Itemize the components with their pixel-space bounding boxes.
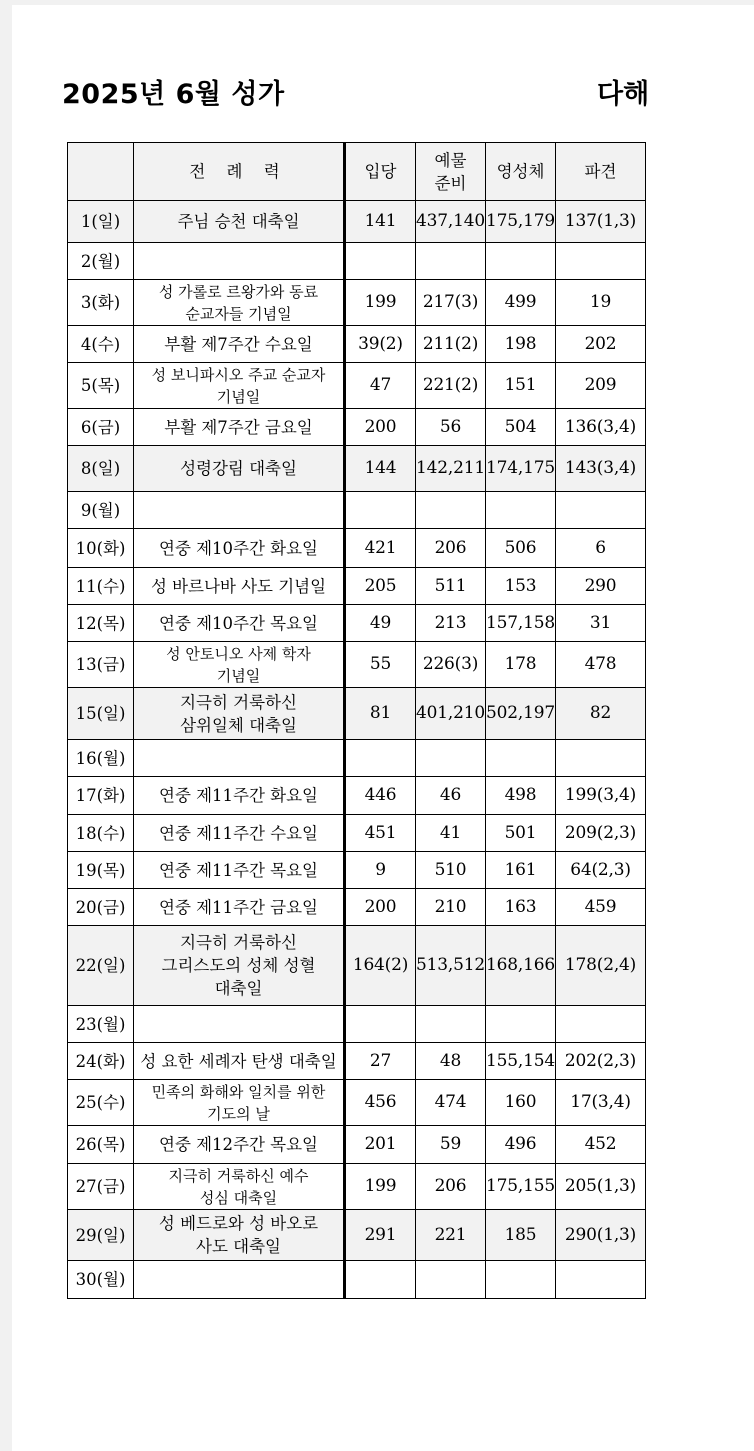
entrance-hymn-cell: 164(2) (345, 926, 416, 1006)
entrance-hymn-cell: 55 (345, 642, 416, 688)
offertory-hymn-cell: 221(2) (416, 363, 486, 409)
date-cell: 17(화) (68, 777, 134, 815)
entrance-hymn-cell: 144 (345, 446, 416, 492)
dismissal-hymn-cell (556, 492, 646, 529)
liturgical-day-cell (134, 1080, 345, 1126)
entrance-hymn-cell: 81 (345, 688, 416, 740)
table-row (68, 1126, 646, 1164)
date-cell: 15(일) (68, 688, 134, 740)
table-row (68, 889, 646, 926)
liturgical-day-line: 연중 제11주간 화요일 (159, 786, 318, 805)
date-cell: 18(수) (68, 815, 134, 852)
liturgical-day-line: 삼위일체 대축일 (180, 715, 297, 735)
communion-hymn-cell: 163 (486, 889, 556, 926)
table-row (68, 777, 646, 815)
communion-hymn-cell: 153 (486, 568, 556, 605)
liturgical-day-line: 부활 제7주간 수요일 (164, 334, 313, 354)
liturgical-day-line: 사도 대축일 (196, 1237, 281, 1256)
date-cell: 10(화) (68, 529, 134, 568)
entrance-hymn-cell: 205 (345, 568, 416, 605)
entrance-hymn-cell (345, 1261, 416, 1299)
liturgical-day-cell (134, 852, 345, 889)
communion-hymn-cell: 198 (486, 326, 556, 363)
liturgical-day-cell (134, 1126, 345, 1164)
liturgical-day-line: 연중 제11주간 수요일 (159, 823, 318, 843)
liturgical-day-line: 지극히 거룩하신 (180, 692, 297, 712)
offertory-hymn-cell (416, 1006, 486, 1043)
liturgical-day-cell (134, 926, 345, 1006)
dismissal-hymn-cell: 478 (556, 642, 646, 688)
communion-hymn-cell: 506 (486, 529, 556, 568)
dismissal-hymn-cell: 290(1,3) (556, 1210, 646, 1261)
table-row (68, 740, 646, 777)
liturgical-day-cell (134, 492, 345, 529)
entrance-hymn-cell: 141 (345, 201, 416, 243)
table-row (68, 1043, 646, 1080)
date-cell: 26(목) (68, 1126, 134, 1164)
table-row (68, 1006, 646, 1043)
entrance-hymn-cell: 446 (345, 777, 416, 815)
entrance-hymn-cell (345, 243, 416, 280)
liturgical-day-cell (134, 1006, 345, 1043)
liturgical-day-line: 지극히 거룩하신 (180, 933, 297, 952)
communion-hymn-cell: 502,197 (486, 688, 556, 740)
communion-hymn-cell: 161 (486, 852, 556, 889)
table-row (68, 492, 646, 529)
date-cell: 24(화) (68, 1043, 134, 1080)
liturgical-day-line: 성 안토니오 사제 학자 (166, 644, 311, 663)
entrance-hymn-cell: 47 (345, 363, 416, 409)
table-header-row (68, 143, 646, 201)
liturgical-day-line: 주님 승천 대축일 (177, 212, 300, 231)
liturgical-day-line: 성 요한 세례자 탄생 대축일 (140, 1051, 337, 1071)
table-row (68, 815, 646, 852)
offertory-hymn-cell: 56 (416, 409, 486, 446)
entrance-hymn-cell: 451 (345, 815, 416, 852)
entrance-hymn-cell: 291 (345, 1210, 416, 1261)
entrance-hymn-cell: 200 (345, 409, 416, 446)
liturgical-day-cell (134, 688, 345, 740)
date-cell: 2(월) (68, 243, 134, 280)
liturgical-day-cell (134, 605, 345, 642)
entrance-hymn-cell: 421 (345, 529, 416, 568)
liturgical-day-cell (134, 889, 345, 926)
entrance-hymn-cell (345, 740, 416, 777)
date-cell: 30(월) (68, 1261, 134, 1299)
liturgical-day-cell (134, 280, 345, 326)
date-cell: 13(금) (68, 642, 134, 688)
date-cell: 9(월) (68, 492, 134, 529)
liturgical-day-line: 부활 제7주간 금요일 (164, 417, 313, 437)
date-cell: 19(목) (68, 852, 134, 889)
table-row (68, 446, 646, 492)
date-cell: 8(일) (68, 446, 134, 492)
communion-hymn-cell (486, 1261, 556, 1299)
table-row (68, 529, 646, 568)
communion-hymn-cell: 160 (486, 1080, 556, 1126)
offertory-hymn-cell: 217(3) (416, 280, 486, 326)
liturgical-day-cell (134, 1210, 345, 1261)
liturgical-day-line: 순교자들 기념일 (185, 304, 292, 323)
table-row (68, 605, 646, 642)
liturgical-day-cell (134, 243, 345, 280)
liturgical-day-line: 성심 대축일 (199, 1188, 278, 1207)
dismissal-hymn-cell (556, 1261, 646, 1299)
date-cell: 25(수) (68, 1080, 134, 1126)
page-top-edge (0, 0, 754, 5)
table-row (68, 243, 646, 280)
liturgical-day-line: 성 보니파시오 주교 순교자 (151, 365, 326, 384)
offertory-hymn-cell: 210 (416, 889, 486, 926)
communion-hymn-cell: 157,158 (486, 605, 556, 642)
communion-hymn-cell: 185 (486, 1210, 556, 1261)
liturgical-day-line: 기도의 날 (207, 1104, 270, 1123)
table-row (68, 280, 646, 326)
table-row (68, 568, 646, 605)
dismissal-hymn-cell: 452 (556, 1126, 646, 1164)
organization-name: 다해 (597, 79, 650, 110)
liturgical-day-line: 대축일 (214, 979, 263, 998)
liturgical-day-cell (134, 363, 345, 409)
dismissal-hymn-cell: 290 (556, 568, 646, 605)
dismissal-hymn-cell: 136(3,4) (556, 409, 646, 446)
liturgical-day-cell (134, 1043, 345, 1080)
communion-hymn-cell (486, 243, 556, 280)
liturgical-day-line: 그리스도의 성체 성혈 (161, 956, 316, 975)
header-date (68, 143, 134, 201)
table-row (68, 1080, 646, 1126)
liturgical-day-line: 기념일 (216, 387, 261, 406)
liturgical-day-cell (134, 529, 345, 568)
offertory-hymn-cell (416, 492, 486, 529)
offertory-hymn-cell: 401,210 (416, 688, 486, 740)
communion-hymn-cell (486, 1006, 556, 1043)
dismissal-hymn-cell: 6 (556, 529, 646, 568)
liturgical-day-cell (134, 642, 345, 688)
table-row (68, 1210, 646, 1261)
liturgical-day-cell (134, 740, 345, 777)
dismissal-hymn-cell: 209 (556, 363, 646, 409)
dismissal-hymn-cell: 17(3,4) (556, 1080, 646, 1126)
date-cell: 23(월) (68, 1006, 134, 1043)
dismissal-hymn-cell: 209(2,3) (556, 815, 646, 852)
offertory-hymn-cell: 511 (416, 568, 486, 605)
date-cell: 3(화) (68, 280, 134, 326)
entrance-hymn-cell: 27 (345, 1043, 416, 1080)
communion-hymn-cell: 498 (486, 777, 556, 815)
date-cell: 16(월) (68, 740, 134, 777)
table-row (68, 852, 646, 889)
communion-hymn-cell (486, 740, 556, 777)
offertory-hymn-cell: 221 (416, 1210, 486, 1261)
liturgical-day-line: 지극히 거룩하신 예수 (168, 1166, 309, 1185)
header-liturgical-calendar: 전 례 력 (134, 143, 345, 201)
offertory-hymn-cell: 48 (416, 1043, 486, 1080)
date-cell: 12(목) (68, 605, 134, 642)
liturgical-day-line: 연중 제11주간 목요일 (159, 860, 318, 880)
communion-hymn-cell: 499 (486, 280, 556, 326)
liturgical-day-line: 성령강림 대축일 (180, 459, 297, 478)
date-cell: 27(금) (68, 1164, 134, 1210)
entrance-hymn-cell: 49 (345, 605, 416, 642)
page-left-edge (0, 0, 12, 1451)
offertory-hymn-cell: 206 (416, 529, 486, 568)
entrance-hymn-cell: 199 (345, 280, 416, 326)
table-row (68, 363, 646, 409)
entrance-hymn-cell: 199 (345, 1164, 416, 1210)
liturgical-day-line: 연중 제11주간 금요일 (159, 897, 318, 917)
date-cell: 20(금) (68, 889, 134, 926)
liturgical-day-line: 연중 제12주간 목요일 (159, 1135, 318, 1154)
date-cell: 5(목) (68, 363, 134, 409)
dismissal-hymn-cell: 205(1,3) (556, 1164, 646, 1210)
liturgical-day-cell (134, 446, 345, 492)
liturgical-day-line: 연중 제10주간 목요일 (159, 613, 318, 633)
offertory-hymn-cell: 142,211 (416, 446, 486, 492)
liturgical-day-cell (134, 326, 345, 363)
liturgical-day-line: 민족의 화해와 일치를 위한 (151, 1082, 326, 1101)
entrance-hymn-cell: 456 (345, 1080, 416, 1126)
dismissal-hymn-cell (556, 740, 646, 777)
dismissal-hymn-cell: 31 (556, 605, 646, 642)
communion-hymn-cell: 155,154 (486, 1043, 556, 1080)
offertory-hymn-cell: 211(2) (416, 326, 486, 363)
table-row (68, 1164, 646, 1210)
entrance-hymn-cell: 201 (345, 1126, 416, 1164)
header-dismissal: 파견 (556, 143, 646, 201)
offertory-hymn-cell: 213 (416, 605, 486, 642)
liturgical-day-line: 연중 제10주간 화요일 (159, 538, 318, 558)
communion-hymn-cell: 501 (486, 815, 556, 852)
dismissal-hymn-cell: 178(2,4) (556, 926, 646, 1006)
entrance-hymn-cell (345, 1006, 416, 1043)
liturgical-day-cell (134, 1261, 345, 1299)
offertory-hymn-cell (416, 243, 486, 280)
dismissal-hymn-cell: 202(2,3) (556, 1043, 646, 1080)
header-communion: 영성체 (486, 143, 556, 201)
table-row (68, 642, 646, 688)
communion-hymn-cell: 174,175 (486, 446, 556, 492)
liturgical-day-cell (134, 777, 345, 815)
liturgical-day-cell (134, 815, 345, 852)
date-cell: 1(일) (68, 201, 134, 243)
offertory-hymn-cell: 437,140 (416, 201, 486, 243)
dismissal-hymn-cell: 202 (556, 326, 646, 363)
table-row (68, 926, 646, 1006)
offertory-hymn-cell: 59 (416, 1126, 486, 1164)
date-cell: 29(일) (68, 1210, 134, 1261)
dismissal-hymn-cell (556, 243, 646, 280)
offertory-hymn-cell: 41 (416, 815, 486, 852)
communion-hymn-cell: 175,155 (486, 1164, 556, 1210)
communion-hymn-cell: 168,166 (486, 926, 556, 1006)
page-title: 2025년 6월 성가 (62, 79, 285, 110)
liturgical-day-cell (134, 568, 345, 605)
liturgical-day-line: 성 가롤로 르왕가와 동료 (158, 282, 319, 301)
liturgical-day-cell (134, 409, 345, 446)
offertory-hymn-cell (416, 1261, 486, 1299)
communion-hymn-cell (486, 492, 556, 529)
header-entrance: 입당 (345, 143, 416, 201)
dismissal-hymn-cell: 143(3,4) (556, 446, 646, 492)
table-row (68, 201, 646, 243)
dismissal-hymn-cell: 64(2,3) (556, 852, 646, 889)
entrance-hymn-cell: 200 (345, 889, 416, 926)
communion-hymn-cell: 178 (486, 642, 556, 688)
header-offertory: 예물 준비 (416, 143, 486, 201)
liturgical-day-cell (134, 201, 345, 243)
entrance-hymn-cell (345, 492, 416, 529)
communion-hymn-cell: 496 (486, 1126, 556, 1164)
table-row (68, 326, 646, 363)
communion-hymn-cell: 175,179 (486, 201, 556, 243)
dismissal-hymn-cell: 199(3,4) (556, 777, 646, 815)
offertory-hymn-cell: 46 (416, 777, 486, 815)
table-row (68, 688, 646, 740)
dismissal-hymn-cell: 19 (556, 280, 646, 326)
date-cell: 11(수) (68, 568, 134, 605)
dismissal-hymn-cell: 137(1,3) (556, 201, 646, 243)
offertory-hymn-cell: 474 (416, 1080, 486, 1126)
liturgical-day-line: 성 베드로와 성 바오로 (158, 1214, 319, 1233)
hymn-schedule-table (67, 142, 646, 1299)
liturgical-day-cell (134, 1164, 345, 1210)
date-cell: 4(수) (68, 326, 134, 363)
date-cell: 6(금) (68, 409, 134, 446)
liturgical-day-line: 성 바르나바 사도 기념일 (150, 576, 327, 596)
date-cell: 22(일) (68, 926, 134, 1006)
offertory-hymn-cell: 510 (416, 852, 486, 889)
dismissal-hymn-cell: 459 (556, 889, 646, 926)
communion-hymn-cell: 151 (486, 363, 556, 409)
entrance-hymn-cell: 39(2) (345, 326, 416, 363)
dismissal-hymn-cell (556, 1006, 646, 1043)
table-row (68, 1261, 646, 1299)
offertory-hymn-cell: 513,512 (416, 926, 486, 1006)
liturgical-day-line: 기념일 (216, 666, 261, 685)
communion-hymn-cell: 504 (486, 409, 556, 446)
entrance-hymn-cell: 9 (345, 852, 416, 889)
table-row (68, 409, 646, 446)
offertory-hymn-cell: 226(3) (416, 642, 486, 688)
dismissal-hymn-cell: 82 (556, 688, 646, 740)
offertory-hymn-cell (416, 740, 486, 777)
offertory-hymn-cell: 206 (416, 1164, 486, 1210)
